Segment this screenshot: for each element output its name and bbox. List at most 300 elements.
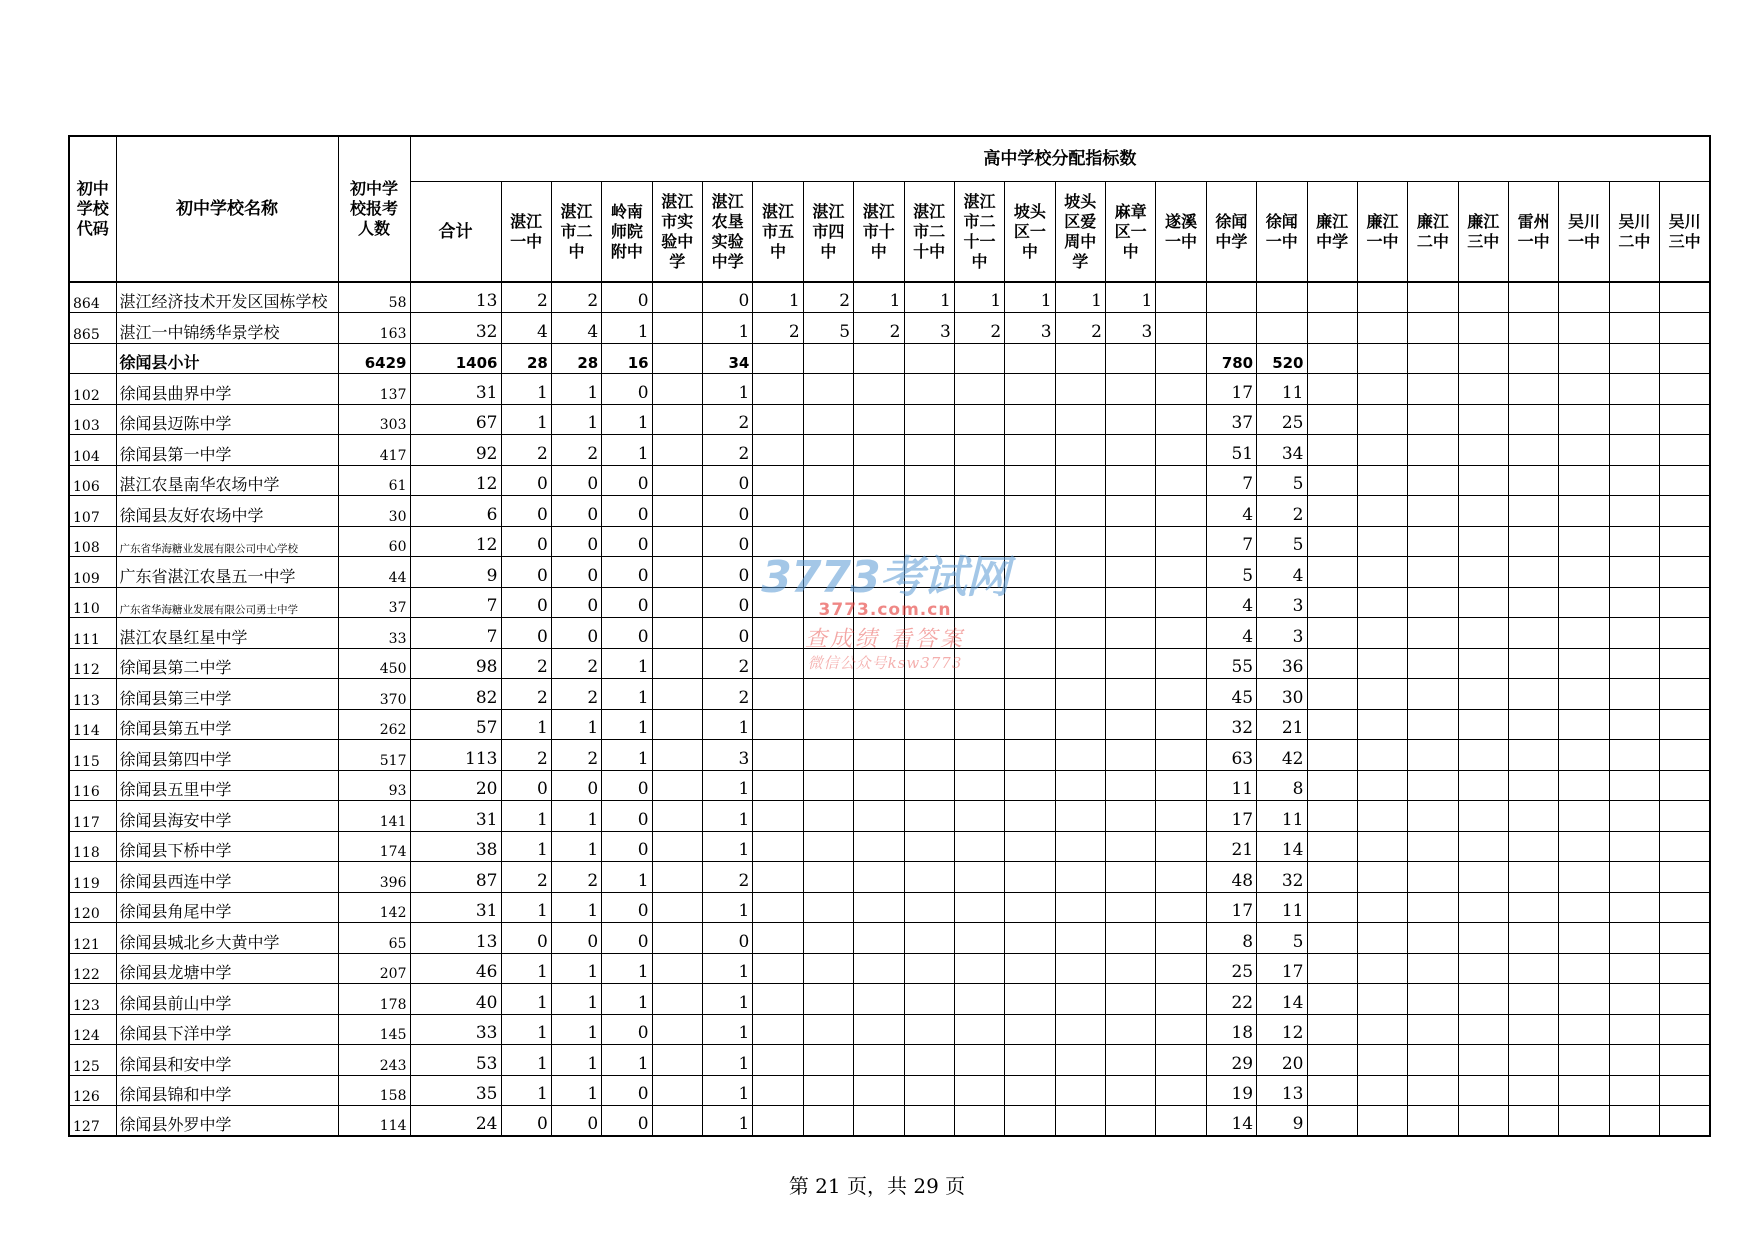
allocation-cell bbox=[1005, 953, 1055, 984]
allocation-cell bbox=[1509, 465, 1559, 496]
allocation-cell bbox=[1408, 953, 1458, 984]
allocation-cell bbox=[1005, 831, 1055, 862]
allocation-cell bbox=[803, 587, 853, 618]
school-name-cell: 广东省湛江农垦五一中学 bbox=[116, 557, 338, 588]
allocation-cell: 1 bbox=[551, 374, 601, 405]
allocation-cell bbox=[803, 831, 853, 862]
allocation-cell bbox=[904, 587, 954, 618]
allocation-cell bbox=[1055, 557, 1105, 588]
allocation-cell bbox=[1408, 1075, 1458, 1106]
allocation-cell bbox=[803, 1075, 853, 1106]
allocation-cell bbox=[1357, 984, 1407, 1015]
allocation-cell bbox=[1408, 557, 1458, 588]
allocation-cell bbox=[1307, 496, 1357, 527]
applicants-cell: 61 bbox=[338, 465, 410, 496]
school-code-cell: 114 bbox=[69, 709, 116, 740]
allocation-cell bbox=[1055, 679, 1105, 710]
allocation-cell bbox=[854, 618, 904, 649]
allocation-cell: 4 bbox=[1206, 587, 1256, 618]
total-cell: 82 bbox=[410, 679, 501, 710]
allocation-cell: 2 bbox=[501, 862, 551, 893]
allocation-cell bbox=[1458, 984, 1508, 1015]
allocation-cell bbox=[803, 618, 853, 649]
allocation-cell: 5 bbox=[1206, 557, 1256, 588]
total-cell: 31 bbox=[410, 374, 501, 405]
allocation-cell bbox=[1005, 740, 1055, 771]
allocation-cell bbox=[1206, 313, 1256, 344]
allocation-cell: 11 bbox=[1257, 801, 1307, 832]
allocation-cell bbox=[1458, 770, 1508, 801]
school-code-cell: 103 bbox=[69, 404, 116, 435]
allocation-cell: 0 bbox=[501, 465, 551, 496]
allocation-cell bbox=[854, 648, 904, 679]
allocation-cell: 32 bbox=[1206, 709, 1256, 740]
allocation-cell bbox=[803, 984, 853, 1015]
allocation-cell bbox=[753, 1014, 803, 1045]
allocation-cell bbox=[1106, 343, 1156, 374]
allocation-cell: 0 bbox=[551, 526, 601, 557]
allocation-cell: 0 bbox=[551, 557, 601, 588]
allocation-cell bbox=[854, 679, 904, 710]
allocation-cell bbox=[1458, 679, 1508, 710]
allocation-cell bbox=[1609, 984, 1659, 1015]
allocation-cell bbox=[652, 892, 702, 923]
allocation-cell bbox=[803, 709, 853, 740]
allocation-cell bbox=[1458, 801, 1508, 832]
allocation-cell bbox=[1509, 282, 1559, 313]
total-cell: 6 bbox=[410, 496, 501, 527]
allocation-cell bbox=[1106, 831, 1156, 862]
allocation-cell bbox=[1106, 618, 1156, 649]
table-row bbox=[69, 862, 1710, 893]
allocation-cell bbox=[803, 892, 853, 923]
applicants-cell: 30 bbox=[338, 496, 410, 527]
total-cell: 31 bbox=[410, 801, 501, 832]
allocation-cell bbox=[1509, 679, 1559, 710]
allocation-cell bbox=[1005, 496, 1055, 527]
allocation-cell: 1 bbox=[1005, 282, 1055, 313]
allocation-cell bbox=[1156, 1106, 1206, 1137]
school-name-cell: 徐闻县友好农场中学 bbox=[116, 496, 338, 527]
allocation-cell: 1 bbox=[501, 709, 551, 740]
allocation-cell bbox=[1609, 496, 1659, 527]
total-cell: 7 bbox=[410, 618, 501, 649]
allocation-cell bbox=[1156, 831, 1206, 862]
allocation-cell bbox=[854, 1075, 904, 1106]
allocation-cell bbox=[1660, 465, 1711, 496]
allocation-cell bbox=[1106, 1106, 1156, 1137]
allocation-cell: 0 bbox=[602, 465, 652, 496]
allocation-cell: 3 bbox=[1005, 313, 1055, 344]
allocation-cell bbox=[1458, 435, 1508, 466]
allocation-cell bbox=[1307, 618, 1357, 649]
allocation-cell: 1 bbox=[602, 679, 652, 710]
school-code-cell: 123 bbox=[69, 984, 116, 1015]
allocation-cell: 2 bbox=[501, 282, 551, 313]
watermark-slogan: 查成绩 看答案 bbox=[805, 627, 965, 652]
allocation-cell bbox=[954, 984, 1004, 1015]
allocation-cell bbox=[904, 618, 954, 649]
allocation-cell bbox=[1559, 435, 1609, 466]
allocation-cell: 1 bbox=[551, 831, 601, 862]
allocation-cell bbox=[1307, 648, 1357, 679]
allocation-cell bbox=[1609, 618, 1659, 649]
allocation-cell bbox=[652, 435, 702, 466]
allocation-cell: 11 bbox=[1206, 770, 1256, 801]
allocation-cell bbox=[854, 1045, 904, 1076]
allocation-cell: 0 bbox=[703, 496, 753, 527]
allocation-cell bbox=[954, 587, 1004, 618]
allocation-cell bbox=[1307, 1106, 1357, 1137]
allocation-cell bbox=[904, 435, 954, 466]
header-school-name: 初中学校名称 bbox=[116, 136, 338, 282]
allocation-cell bbox=[1307, 862, 1357, 893]
allocation-cell bbox=[652, 709, 702, 740]
school-name-cell: 徐闻县海安中学 bbox=[116, 801, 338, 832]
allocation-cell bbox=[1357, 313, 1407, 344]
allocation-cell bbox=[1307, 587, 1357, 618]
allocation-cell: 1 bbox=[551, 984, 601, 1015]
school-name-cell: 广东省华海糖业发展有限公司勇士中学 bbox=[116, 587, 338, 618]
allocation-cell bbox=[1408, 831, 1458, 862]
allocation-cell bbox=[1106, 953, 1156, 984]
allocation-cell bbox=[753, 770, 803, 801]
allocation-cell: 1 bbox=[501, 801, 551, 832]
school-code-cell: 124 bbox=[69, 1014, 116, 1045]
allocation-cell bbox=[1458, 1045, 1508, 1076]
allocation-cell: 2 bbox=[703, 648, 753, 679]
allocation-cell bbox=[1509, 770, 1559, 801]
allocation-cell bbox=[1357, 679, 1407, 710]
allocation-cell: 1 bbox=[501, 892, 551, 923]
allocation-cell bbox=[1005, 984, 1055, 1015]
allocation-cell bbox=[652, 374, 702, 405]
applicants-cell: 33 bbox=[338, 618, 410, 649]
header-school: 遂溪一中 bbox=[1156, 182, 1206, 283]
allocation-table bbox=[68, 135, 1711, 1137]
allocation-cell bbox=[1055, 374, 1105, 405]
allocation-cell bbox=[1106, 984, 1156, 1015]
allocation-cell: 1 bbox=[602, 953, 652, 984]
allocation-cell bbox=[1055, 1045, 1105, 1076]
subtotal-row bbox=[69, 343, 1710, 374]
school-name-cell: 湛江经济技术开发区国栋学校 bbox=[116, 282, 338, 313]
allocation-cell bbox=[904, 892, 954, 923]
allocation-cell bbox=[1660, 313, 1711, 344]
total-cell: 20 bbox=[410, 770, 501, 801]
allocation-cell: 29 bbox=[1206, 1045, 1256, 1076]
applicants-cell: 207 bbox=[338, 953, 410, 984]
total-cell: 13 bbox=[410, 282, 501, 313]
allocation-cell bbox=[753, 709, 803, 740]
allocation-cell bbox=[652, 618, 702, 649]
allocation-cell bbox=[1458, 709, 1508, 740]
allocation-cell: 36 bbox=[1257, 648, 1307, 679]
header-school: 廉江中学 bbox=[1307, 182, 1357, 283]
allocation-cell bbox=[1609, 892, 1659, 923]
allocation-cell bbox=[1559, 1106, 1609, 1137]
allocation-cell: 1 bbox=[501, 831, 551, 862]
header-school: 湛江农垦实验中学 bbox=[703, 182, 753, 283]
allocation-cell bbox=[1559, 953, 1609, 984]
applicants-cell: 114 bbox=[338, 1106, 410, 1137]
allocation-cell: 0 bbox=[602, 1014, 652, 1045]
allocation-cell: 48 bbox=[1206, 862, 1256, 893]
allocation-cell bbox=[1559, 343, 1609, 374]
allocation-cell bbox=[1055, 923, 1105, 954]
allocation-cell bbox=[1005, 374, 1055, 405]
applicants-cell: 65 bbox=[338, 923, 410, 954]
allocation-cell bbox=[803, 404, 853, 435]
allocation-cell bbox=[803, 343, 853, 374]
allocation-cell bbox=[1509, 862, 1559, 893]
allocation-cell bbox=[854, 557, 904, 588]
allocation-cell bbox=[1559, 374, 1609, 405]
allocation-cell bbox=[1106, 892, 1156, 923]
allocation-cell bbox=[652, 770, 702, 801]
allocation-cell bbox=[854, 709, 904, 740]
allocation-cell bbox=[1660, 1045, 1711, 1076]
allocation-cell bbox=[1357, 496, 1407, 527]
allocation-cell bbox=[1408, 1014, 1458, 1045]
allocation-cell bbox=[1609, 953, 1659, 984]
allocation-cell: 2 bbox=[703, 435, 753, 466]
allocation-cell bbox=[1005, 770, 1055, 801]
allocation-cell bbox=[854, 953, 904, 984]
allocation-cell bbox=[1156, 770, 1206, 801]
applicants-cell: 158 bbox=[338, 1075, 410, 1106]
allocation-cell bbox=[1509, 648, 1559, 679]
allocation-cell bbox=[904, 343, 954, 374]
allocation-cell bbox=[1005, 618, 1055, 649]
allocation-cell: 1 bbox=[602, 404, 652, 435]
allocation-cell: 1 bbox=[703, 770, 753, 801]
allocation-cell: 0 bbox=[501, 496, 551, 527]
allocation-cell bbox=[1005, 709, 1055, 740]
allocation-cell bbox=[1458, 343, 1508, 374]
allocation-cell bbox=[1005, 892, 1055, 923]
allocation-cell bbox=[1408, 587, 1458, 618]
allocation-cell bbox=[803, 496, 853, 527]
allocation-cell bbox=[1408, 496, 1458, 527]
allocation-cell bbox=[954, 801, 1004, 832]
allocation-cell bbox=[854, 740, 904, 771]
allocation-cell bbox=[1559, 1014, 1609, 1045]
page-footer: 第 21 页，共 29 页 bbox=[788, 1174, 966, 1198]
allocation-cell bbox=[1458, 496, 1508, 527]
applicants-cell: 137 bbox=[338, 374, 410, 405]
allocation-cell bbox=[753, 953, 803, 984]
allocation-cell bbox=[1509, 526, 1559, 557]
allocation-cell bbox=[1055, 770, 1105, 801]
allocation-cell bbox=[904, 1014, 954, 1045]
school-name-cell: 徐闻县第一中学 bbox=[116, 435, 338, 466]
allocation-cell bbox=[1609, 709, 1659, 740]
allocation-cell bbox=[753, 801, 803, 832]
allocation-cell: 0 bbox=[551, 587, 601, 618]
allocation-cell bbox=[803, 801, 853, 832]
applicants-cell: 145 bbox=[338, 1014, 410, 1045]
allocation-cell bbox=[1458, 831, 1508, 862]
allocation-cell: 0 bbox=[501, 1106, 551, 1137]
allocation-cell: 1 bbox=[501, 374, 551, 405]
table-row bbox=[69, 557, 1710, 588]
allocation-cell: 520 bbox=[1257, 343, 1307, 374]
allocation-cell bbox=[1357, 1106, 1407, 1137]
allocation-cell bbox=[1660, 770, 1711, 801]
allocation-cell bbox=[1156, 496, 1206, 527]
applicants-cell: 141 bbox=[338, 801, 410, 832]
allocation-cell: 5 bbox=[803, 313, 853, 344]
allocation-cell bbox=[1005, 435, 1055, 466]
allocation-cell bbox=[1660, 404, 1711, 435]
allocation-cell: 1 bbox=[602, 648, 652, 679]
allocation-cell bbox=[904, 679, 954, 710]
table-row bbox=[69, 740, 1710, 771]
school-name-cell: 徐闻县角尾中学 bbox=[116, 892, 338, 923]
allocation-cell: 3 bbox=[904, 313, 954, 344]
header-school: 坡头区一中 bbox=[1005, 182, 1055, 283]
allocation-cell bbox=[1055, 953, 1105, 984]
allocation-cell bbox=[1307, 435, 1357, 466]
allocation-cell bbox=[904, 953, 954, 984]
allocation-cell bbox=[1206, 282, 1256, 313]
allocation-cell bbox=[753, 648, 803, 679]
allocation-cell: 2 bbox=[703, 679, 753, 710]
applicants-cell: 58 bbox=[338, 282, 410, 313]
allocation-cell bbox=[1005, 679, 1055, 710]
allocation-cell bbox=[1458, 1014, 1508, 1045]
allocation-cell bbox=[803, 557, 853, 588]
applicants-cell: 163 bbox=[338, 313, 410, 344]
table-body bbox=[69, 282, 1710, 1136]
allocation-cell bbox=[1509, 313, 1559, 344]
allocation-cell bbox=[652, 862, 702, 893]
allocation-cell bbox=[954, 740, 1004, 771]
allocation-cell: 1 bbox=[703, 1106, 753, 1137]
total-cell: 38 bbox=[410, 831, 501, 862]
allocation-cell bbox=[652, 343, 702, 374]
allocation-cell bbox=[1106, 374, 1156, 405]
school-code-cell: 116 bbox=[69, 770, 116, 801]
allocation-cell bbox=[1660, 862, 1711, 893]
allocation-cell bbox=[1357, 1045, 1407, 1076]
allocation-cell: 1 bbox=[703, 1075, 753, 1106]
allocation-cell: 8 bbox=[1206, 923, 1256, 954]
allocation-cell: 0 bbox=[602, 587, 652, 618]
allocation-cell: 0 bbox=[602, 801, 652, 832]
allocation-cell: 1 bbox=[602, 862, 652, 893]
allocation-cell bbox=[1156, 1075, 1206, 1106]
allocation-cell: 21 bbox=[1257, 709, 1307, 740]
allocation-cell bbox=[1357, 862, 1407, 893]
allocation-cell bbox=[1055, 709, 1105, 740]
applicants-cell: 6429 bbox=[338, 343, 410, 374]
allocation-cell bbox=[1055, 740, 1105, 771]
allocation-cell bbox=[854, 526, 904, 557]
allocation-cell: 11 bbox=[1257, 892, 1307, 923]
allocation-cell: 780 bbox=[1206, 343, 1256, 374]
school-name-cell: 徐闻县迈陈中学 bbox=[116, 404, 338, 435]
allocation-cell bbox=[1055, 526, 1105, 557]
allocation-cell bbox=[1307, 1045, 1357, 1076]
allocation-cell bbox=[1609, 770, 1659, 801]
allocation-cell: 1 bbox=[551, 892, 601, 923]
allocation-cell bbox=[954, 648, 1004, 679]
applicants-cell: 142 bbox=[338, 892, 410, 923]
allocation-cell bbox=[1106, 435, 1156, 466]
allocation-cell bbox=[1106, 862, 1156, 893]
allocation-cell bbox=[1660, 526, 1711, 557]
allocation-cell bbox=[1509, 984, 1559, 1015]
allocation-cell bbox=[1559, 404, 1609, 435]
allocation-cell: 0 bbox=[602, 770, 652, 801]
allocation-cell bbox=[753, 862, 803, 893]
allocation-cell bbox=[753, 831, 803, 862]
allocation-cell: 1 bbox=[703, 984, 753, 1015]
allocation-cell: 0 bbox=[602, 618, 652, 649]
allocation-cell: 1 bbox=[501, 1014, 551, 1045]
allocation-cell bbox=[652, 557, 702, 588]
allocation-cell bbox=[954, 374, 1004, 405]
total-cell: 32 bbox=[410, 313, 501, 344]
allocation-cell bbox=[954, 709, 1004, 740]
allocation-cell bbox=[904, 374, 954, 405]
allocation-cell bbox=[1509, 1106, 1559, 1137]
allocation-cell bbox=[652, 1045, 702, 1076]
allocation-cell bbox=[1408, 801, 1458, 832]
allocation-cell bbox=[1559, 1075, 1609, 1106]
allocation-cell bbox=[1307, 1014, 1357, 1045]
allocation-cell bbox=[1055, 1014, 1105, 1045]
allocation-cell bbox=[1106, 923, 1156, 954]
allocation-cell bbox=[1458, 404, 1508, 435]
allocation-cell bbox=[1559, 892, 1609, 923]
allocation-cell bbox=[1408, 862, 1458, 893]
header-school: 湛江市二中 bbox=[551, 182, 601, 283]
header-school: 徐闻一中 bbox=[1257, 182, 1307, 283]
allocation-cell bbox=[1005, 557, 1055, 588]
school-name-cell: 湛江农垦红星中学 bbox=[116, 618, 338, 649]
allocation-cell bbox=[1660, 984, 1711, 1015]
applicants-cell: 37 bbox=[338, 587, 410, 618]
allocation-cell bbox=[1156, 404, 1206, 435]
allocation-cell bbox=[854, 1106, 904, 1137]
allocation-cell bbox=[1609, 282, 1659, 313]
allocation-cell bbox=[1307, 740, 1357, 771]
allocation-cell bbox=[1559, 557, 1609, 588]
allocation-cell: 13 bbox=[1257, 1075, 1307, 1106]
watermark-wechat: 微信公众号ksw3773 bbox=[807, 654, 963, 672]
table-row bbox=[69, 1106, 1710, 1137]
allocation-cell bbox=[854, 435, 904, 466]
allocation-cell bbox=[753, 526, 803, 557]
allocation-cell bbox=[1509, 923, 1559, 954]
allocation-cell: 2 bbox=[501, 679, 551, 710]
allocation-cell bbox=[1660, 709, 1711, 740]
allocation-cell bbox=[954, 953, 1004, 984]
header-school: 湛江市四中 bbox=[803, 182, 853, 283]
allocation-cell bbox=[1458, 648, 1508, 679]
allocation-cell: 20 bbox=[1257, 1045, 1307, 1076]
allocation-cell: 1 bbox=[703, 1045, 753, 1076]
total-cell: 35 bbox=[410, 1075, 501, 1106]
allocation-cell: 2 bbox=[753, 313, 803, 344]
allocation-cell bbox=[1156, 923, 1206, 954]
allocation-cell bbox=[803, 374, 853, 405]
allocation-cell bbox=[1156, 435, 1206, 466]
allocation-cell bbox=[1357, 404, 1407, 435]
